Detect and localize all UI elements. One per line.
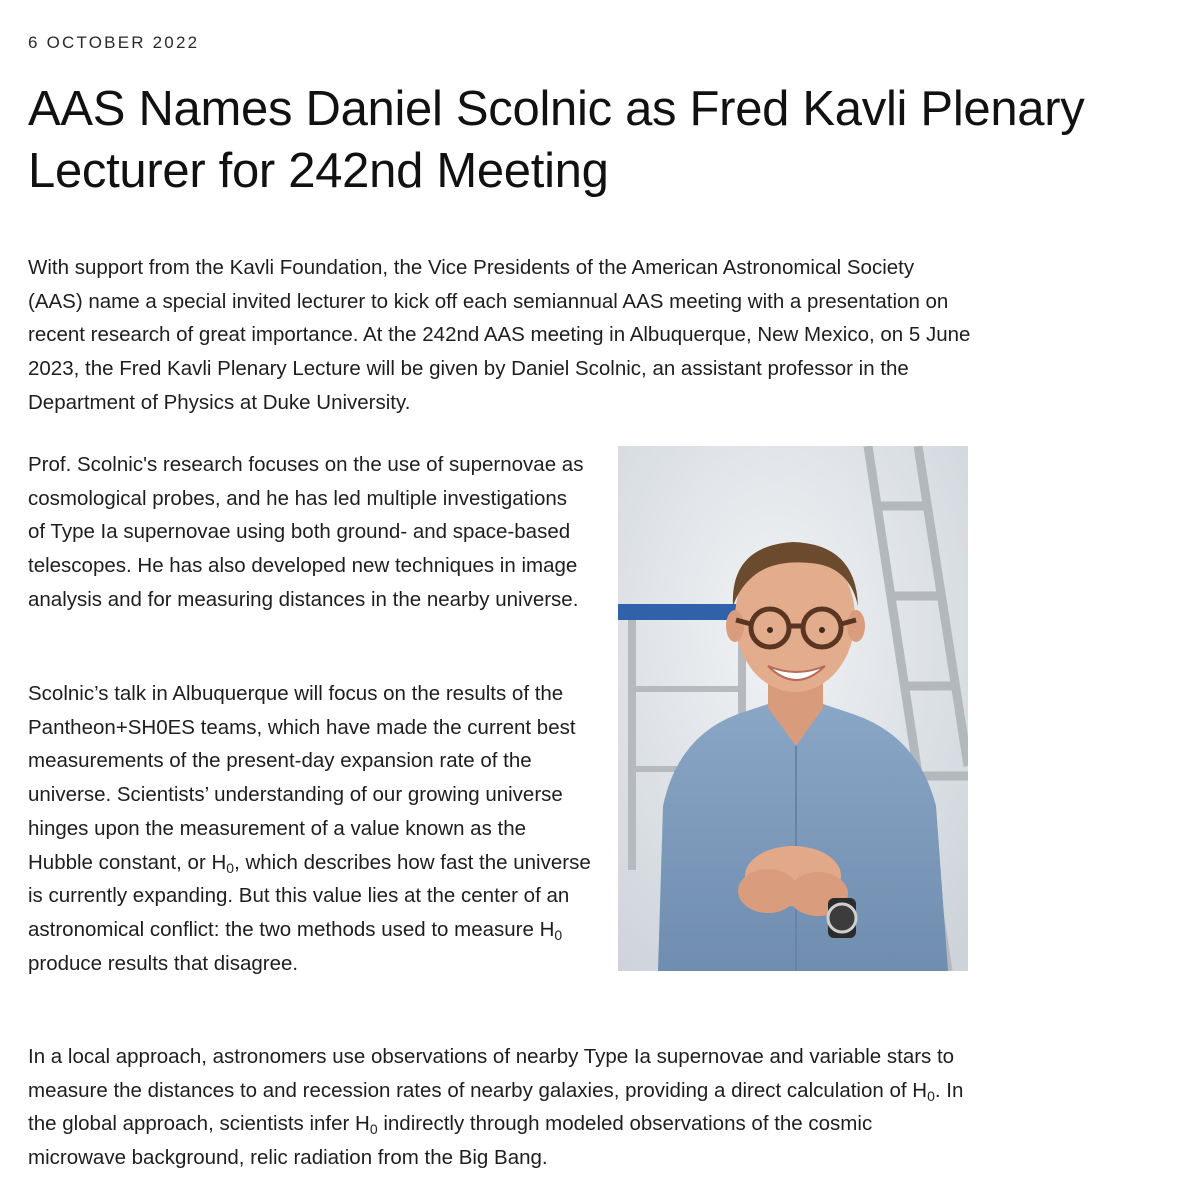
watch-icon bbox=[828, 898, 856, 938]
subscript-zero: 0 bbox=[927, 1087, 935, 1104]
approach-paragraph: In a local approach, astronomers use observations of nearby Type Ia supernovae and variable stars to measure the distances to and recession rates of nearby galaxies, providing a direct calculation of $H_0$. In the global approach, scientists infer $H_0$ indirectly through modeled observations of the cosmic microwave background, relic radiation from the Big Bang. bbox=[28, 1045, 964, 1170]
portrait-photo bbox=[618, 446, 968, 971]
intro-paragraph: With support from the Kavli Foundation, the Vice Presidents of the American Astronomical Society (AAS) name a special invited lecturer to kick off each semiannual AAS meeting with a presentation on recent research of great importance. At the 242nd AAS meeting in Albuquerque, New Mexico, on 5 June 2023, the Fred Kavli Plenary Lecture will be given by Daniel Scolnic, an assistant professor in the Department of Physics at Duke University. bbox=[28, 256, 971, 414]
talk-paragraph: Scolnic’s talk in Albuquerque will focus on the results of the Pantheon+SH0ES teams, which have made the current best measurements of the present-day expansion rate of the universe. Scientists’ understanding of our growing universe hinges upon the measurement of a value known as the Hubble constant, or $H_0$, which describes how fast the universe is currently expanding. But this value lies at the center of an astronomical conflict: the two methods used to measure $H_0$ produce results that disagree. bbox=[28, 682, 591, 975]
subscript-zero: 0 bbox=[226, 859, 235, 876]
portrait-illustration bbox=[618, 446, 968, 971]
article-date: 6 OCTOBER 2022 bbox=[28, 33, 200, 52]
research-paragraph: Prof. Scolnic's research focuses on the use of supernovae as cosmological probes, and he has led multiple investigations of Type Ia supernovae using both ground- and space-based telescopes. He has also developed new techniques in image analysis and for measuring distances in the nearby universe. bbox=[28, 453, 584, 611]
subscript-zero: 0 bbox=[554, 926, 563, 943]
article-title: AAS Names Daniel Scolnic as Fred Kavli Plenary Lecturer for 242nd Meeting bbox=[28, 82, 1085, 198]
subscript-zero: 0 bbox=[369, 1121, 378, 1138]
